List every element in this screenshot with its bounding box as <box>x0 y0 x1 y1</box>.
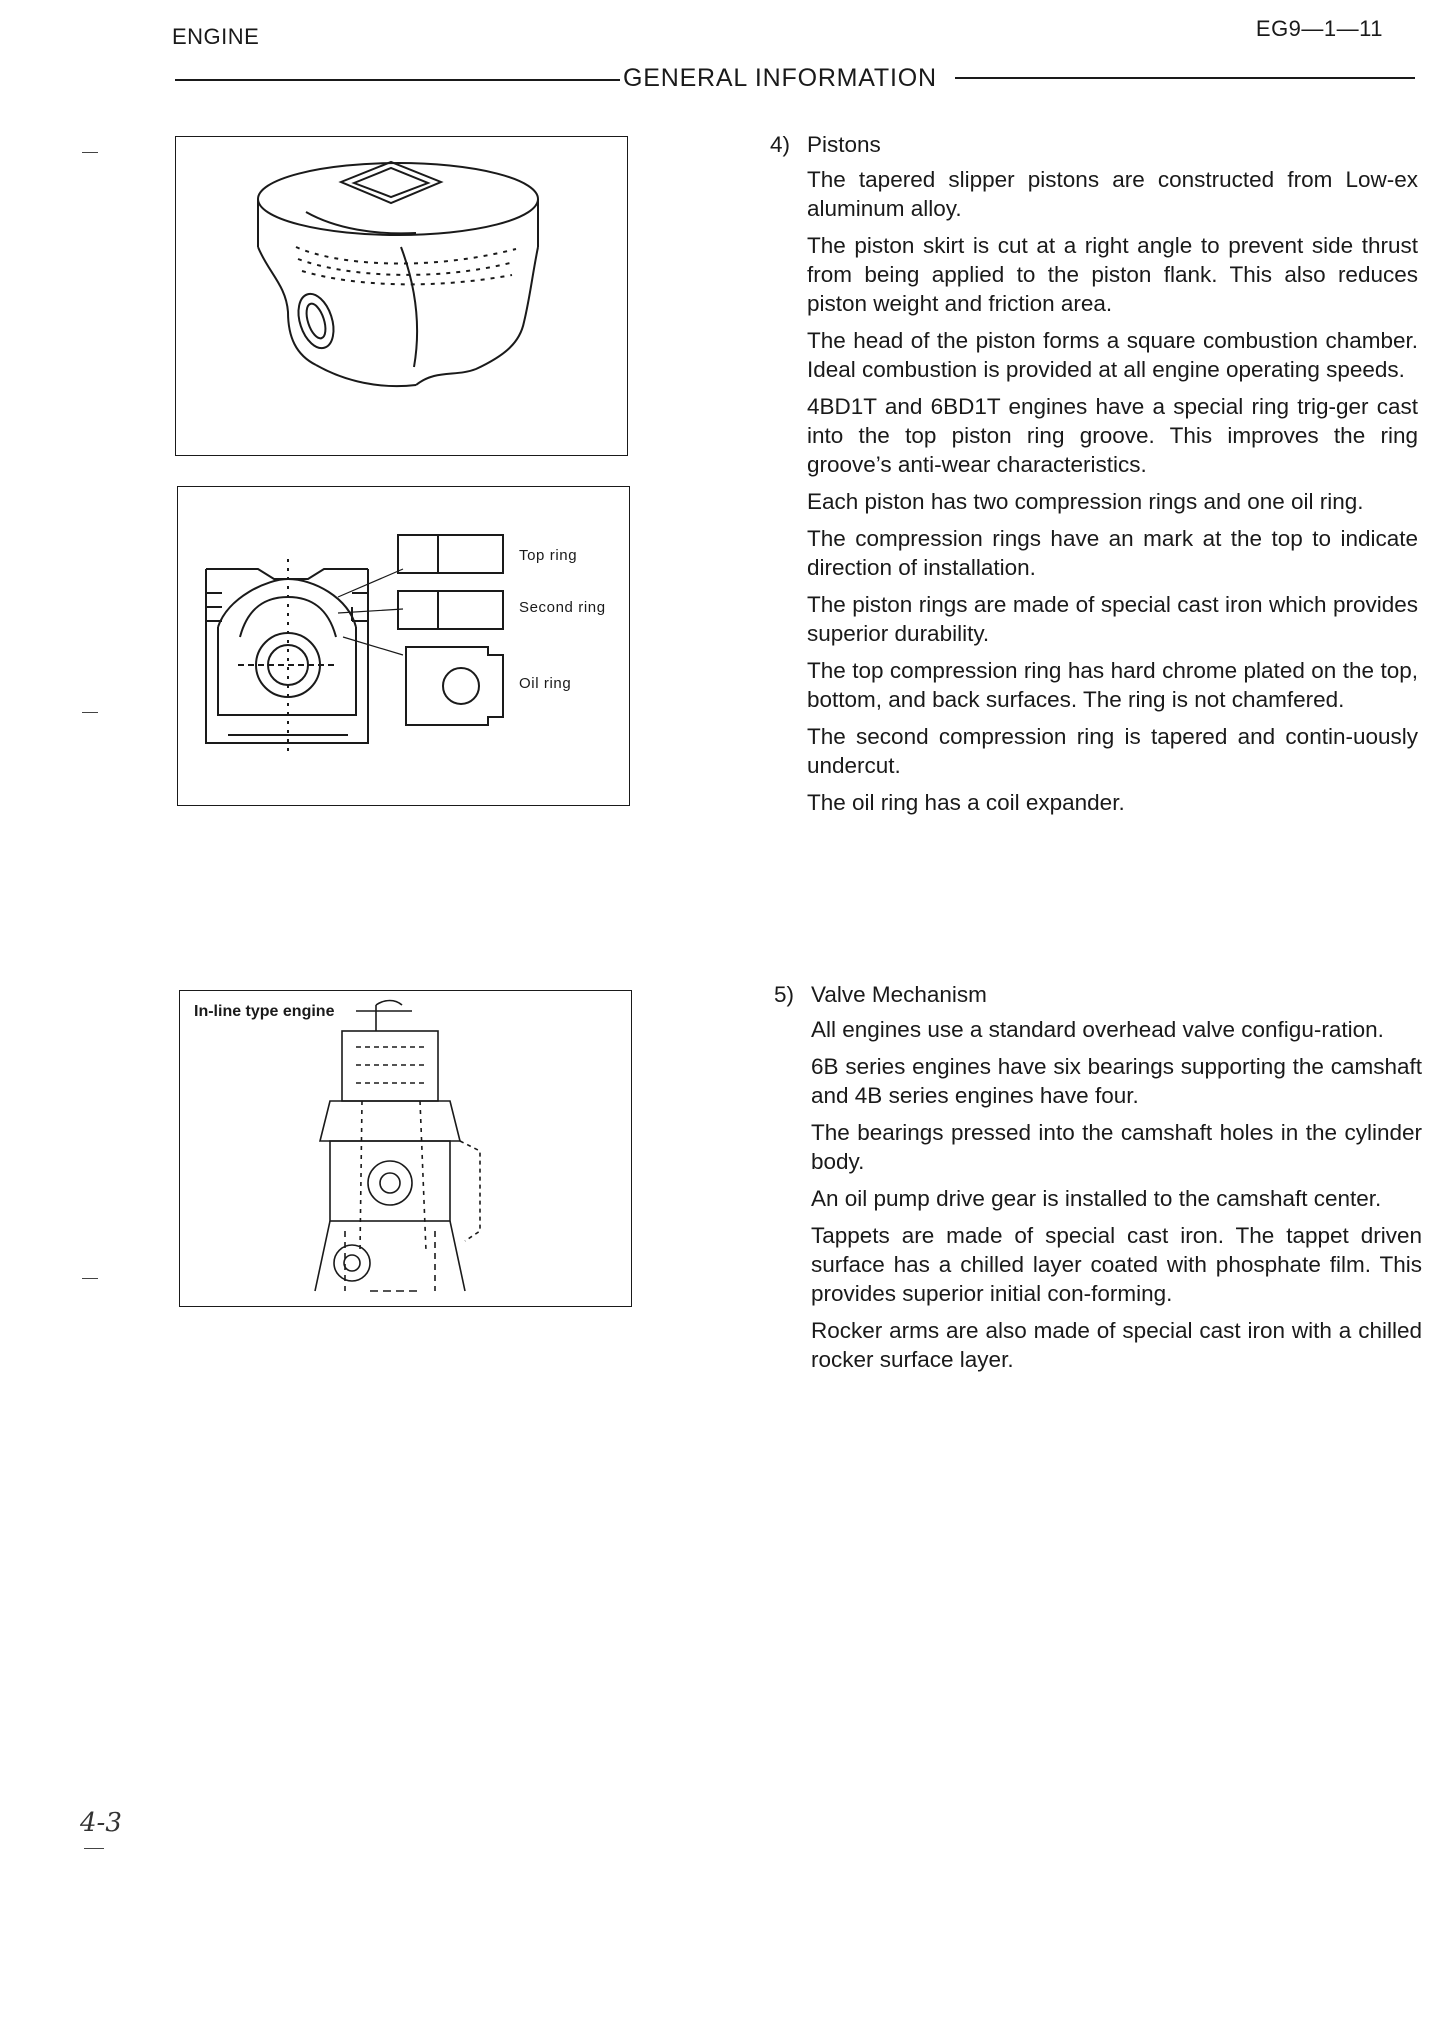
inline-engine-illustration <box>180 991 631 1306</box>
title-rule-left <box>175 79 620 81</box>
piston-rings-figure <box>177 486 630 806</box>
paragraph: The piston rings are made of special cast iron which provides superior durability. <box>807 592 1418 646</box>
paragraph: The tapered slipper pistons are constructed from Low-ex aluminum alloy. <box>807 167 1418 221</box>
page-number-underline <box>84 1848 104 1849</box>
page-number: 4-3 <box>80 1808 122 1838</box>
paragraph: The oil ring has a coil expander. <box>807 790 1125 815</box>
section-heading: Pistons <box>807 132 881 157</box>
paragraph: The second compression ring is tapered and contin-uously undercut. <box>807 724 1418 778</box>
text-column-lower <box>774 980 1422 1382</box>
paragraph: Rocker arms are also made of special cast iron with a chilled rocker surface layer. <box>811 1318 1422 1372</box>
engine-figure-caption: In-line type engine <box>194 1003 335 1020</box>
piston-illustration <box>176 137 627 455</box>
header-section-name: ENGINE <box>172 24 260 49</box>
paragraph: The head of the piston forms a square combustion chamber. Ideal combustion is provided at all engine operating speeds. <box>807 328 1418 382</box>
margin-tick <box>82 712 98 713</box>
piston-figure <box>175 136 628 456</box>
paragraph: The piston skirt is cut at a right angle to prevent side thrust from being applied to the piston flank. This also reduces piston weight and friction area. <box>807 233 1418 316</box>
title-rule-right <box>955 77 1415 79</box>
piston-rings-illustration <box>178 487 629 805</box>
top-ring-label: Top ring <box>519 547 578 564</box>
engine-figure <box>179 990 632 1307</box>
oil-ring-label: Oil ring <box>519 675 572 692</box>
section-number: 5) <box>774 982 795 1007</box>
margin-tick <box>82 152 98 153</box>
margin-tick <box>82 1278 98 1279</box>
section-number: 4) <box>770 132 791 157</box>
paragraph: The bearings pressed into the camshaft holes in the cylinder body. <box>811 1120 1422 1174</box>
valve-mechanism-section <box>774 980 1422 1374</box>
section-heading: Valve Mechanism <box>811 982 987 1007</box>
paragraph: All engines use a standard overhead valve configu-ration. <box>811 1017 1384 1042</box>
paragraph: Tappets are made of special cast iron. The tappet driven surface has a chilled layer coated with phosphate film. This provides superior initial con-forming. <box>811 1223 1422 1306</box>
paragraph: An oil pump drive gear is installed to the camshaft center. <box>811 1186 1382 1211</box>
paragraph: The compression rings have an mark at the top to indicate direction of installation. <box>807 526 1418 580</box>
paragraph: 6B series engines have six bearings supporting the camshaft and 4B series engines have four. <box>811 1054 1422 1108</box>
text-column <box>770 130 1418 825</box>
second-ring-label: Second ring <box>519 599 606 616</box>
title-row <box>175 64 1415 94</box>
paragraph: Each piston has two compression rings and one oil ring. <box>807 489 1364 514</box>
header-page-code: EG9—1—11 <box>1255 16 1383 41</box>
paragraph: The top compression ring has hard chrome plated on the top, bottom, and back surfaces. The ring is not chamfered. <box>807 658 1418 712</box>
page-title: GENERAL INFORMATION <box>623 64 937 92</box>
paragraph: 4BD1T and 6BD1T engines have a special ring trig-ger cast into the top piston ring groove. This improves the ring groove’s anti-wear characteristics. <box>807 394 1418 477</box>
pistons-section <box>770 130 1418 817</box>
